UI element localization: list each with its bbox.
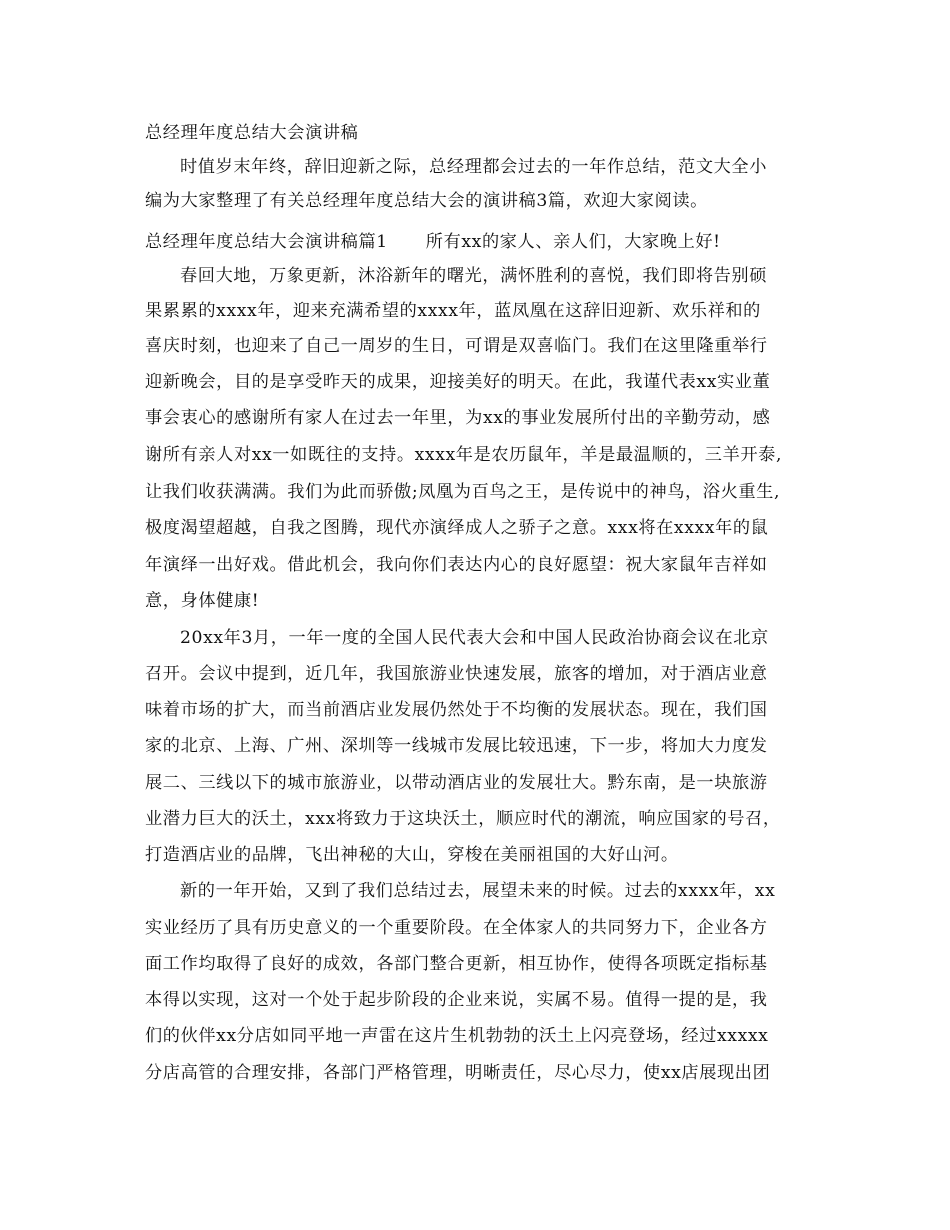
paragraph2-line-6: 业潜力巨大的沃土，xxx将致力于这块沃土，顺应时代的潮流，响应国家的号召， bbox=[145, 809, 781, 829]
paragraph1-line-7: 让我们收获满满。我们为此而骄傲;凤凰为百鸟之王，是传说中的神鸟，浴火重生, bbox=[145, 482, 781, 502]
document-title: 总经理年度总结大会演讲稿 bbox=[145, 123, 359, 143]
paragraph1-line-4: 迎新晚会，目的是享受昨天的成果，迎接美好的明天。在此，我谨代表xx实业董 bbox=[145, 372, 771, 392]
section-greeting: 所有xx的家人、亲人们，大家晚上好! bbox=[425, 232, 721, 252]
paragraph2-line-3: 味着市场的扩大，而当前酒店业发展仍然处于不均衡的发展状态。现在，我们国 bbox=[145, 700, 768, 720]
paragraph2-line-1: 20xx年3月，一年一度的全国人民代表大会和中国人民政治协商会议在北京 bbox=[180, 628, 769, 648]
paragraph2-line-4: 家的北京、上海、广州、深圳等一线城市发展比较迅速，下一步，将加大力度发 bbox=[145, 736, 768, 756]
paragraph1-line-3: 喜庆时刻，也迎来了自己一周岁的生日，可谓是双喜临门。我们在这里隆重举行 bbox=[145, 336, 768, 356]
paragraph1-line-8: 极度渴望超越，自我之图腾，现代亦演绎成人之骄子之意。xxx将在xxxx年的鼠 bbox=[145, 518, 769, 538]
paragraph3-line-2: 实业经历了具有历史意义的一个重要阶段。在全体家人的共同努力下，企业各方 bbox=[145, 918, 768, 938]
section-heading-line bbox=[145, 230, 825, 254]
paragraph2-line-7: 打造酒店业的品牌，飞出神秘的大山，穿梭在美丽祖国的大好山河。 bbox=[145, 845, 679, 865]
paragraph1-line-1: 春回大地，万象更新，沐浴新年的曙光，满怀胜利的喜悦，我们即将告别硕 bbox=[180, 266, 767, 286]
paragraph1-line-9: 年演绎一出好戏。借此机会，我向你们表达内心的良好愿望：祝大家鼠年吉祥如 bbox=[145, 555, 768, 575]
paragraph3-line-5: 们的伙伴xx分店如同平地一声雷在这片生机勃勃的沃土上闪亮登场，经过xxxxx bbox=[145, 1026, 769, 1046]
paragraph1-line-10: 意，身体健康! bbox=[145, 591, 260, 611]
paragraph3-line-6: 分店高管的合理安排，各部门严格管理，明晰责任，尽心尽力，使xx店展现出团 bbox=[145, 1063, 771, 1083]
section-heading: 总经理年度总结大会演讲稿篇1 bbox=[145, 232, 388, 252]
paragraph1-line-2: 果累累的xxxx年，迎来充满希望的xxxx年，蓝凤凰在这辞旧迎新、欢乐祥和的 bbox=[145, 301, 761, 321]
paragraph3-line-3: 面工作均取得了良好的成效，各部门整合更新，相互协作，使得各项既定指标基 bbox=[145, 954, 768, 974]
intro-line-2: 编为大家整理了有关总经理年度总结大会的演讲稿3篇，欢迎大家阅读。 bbox=[145, 191, 708, 211]
paragraph2-line-5: 展二、三线以下的城市旅游业，以带动酒店业的发展壮大。黔东南，是一块旅游 bbox=[145, 773, 768, 793]
paragraph3-line-1: 新的一年开始，又到了我们总结过去，展望未来的时候。过去的xxxx年，xx bbox=[180, 881, 776, 901]
paragraph2-line-2: 召开。会议中提到，近几年，我国旅游业快速发展，旅客的增加，对于酒店业意 bbox=[145, 664, 768, 684]
intro-line-1: 时值岁末年终，辞旧迎新之际，总经理都会过去的一年作总结，范文大全小 bbox=[180, 157, 767, 177]
paragraph1-line-5: 事会衷心的感谢所有家人在过去一年里，为xx的事业发展所付出的辛勤劳动，感 bbox=[145, 408, 771, 428]
paragraph1-line-6: 谢所有亲人对xx一如既往的支持。xxxx年是农历鼠年，羊是最温顺的，三羊开泰, bbox=[145, 445, 783, 465]
paragraph3-line-4: 本得以实现，这对一个处于起步阶段的企业来说，实属不易。值得一提的是，我 bbox=[145, 990, 768, 1010]
